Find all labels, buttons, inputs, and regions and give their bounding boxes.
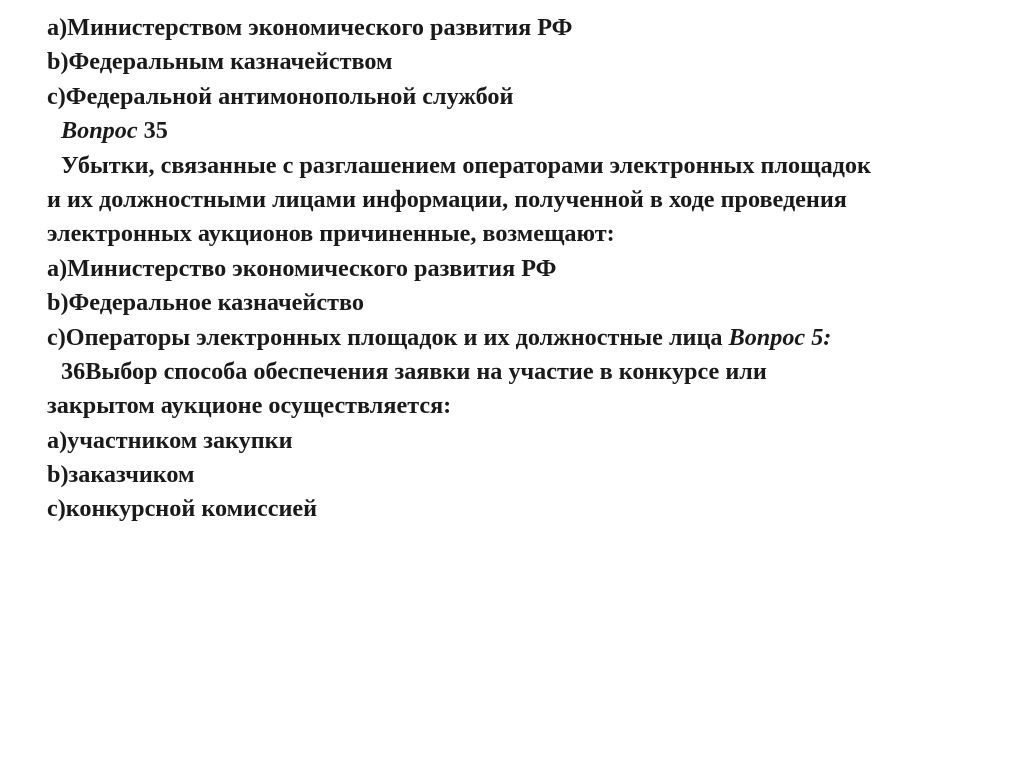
- q35-option-a: a)Министерство экономического развития РФ: [47, 254, 557, 282]
- q36-option-a: a)участником закупки: [47, 426, 293, 454]
- next-question-label: Вопрос 5:: [728, 323, 832, 351]
- q35-option-c: c)Операторы электронных площадок и их должностные лица: [47, 323, 723, 351]
- q35-label-number: 35: [143, 117, 168, 145]
- q35-label-word: Вопрос: [61, 117, 138, 145]
- q36-text-line-1: 36Выбор способа обеспечения заявки на участие в конкурсе или: [61, 357, 767, 385]
- q35-text-line-2: и их должностными лицами информации, полученной в ходе проведения: [47, 185, 847, 213]
- q35-text-line-1: Убытки, связанные с разглашением операторами электронных площадок: [61, 151, 871, 179]
- q35-option-c-row: [47, 321, 1007, 355]
- quiz-text: [47, 11, 1007, 527]
- q34-option-c: c)Федеральной антимонопольной службой: [47, 82, 514, 110]
- q36-option-b: b)заказчиком: [47, 461, 195, 489]
- q35-text-line-3: электронных аукционов причиненные, возмещают:: [47, 220, 615, 248]
- q35-option-b: b)Федеральное казначейство: [47, 289, 364, 317]
- q34-option-b: b)Федеральным казначейством: [47, 48, 393, 76]
- q36-text-line-2: закрытом аукционе осуществляется:: [47, 392, 452, 420]
- q35-heading: [47, 114, 1007, 148]
- q36-option-c: c)конкурсной комиссией: [47, 495, 318, 523]
- q34-option-a: a)Министерством экономического развития РФ: [47, 14, 573, 41]
